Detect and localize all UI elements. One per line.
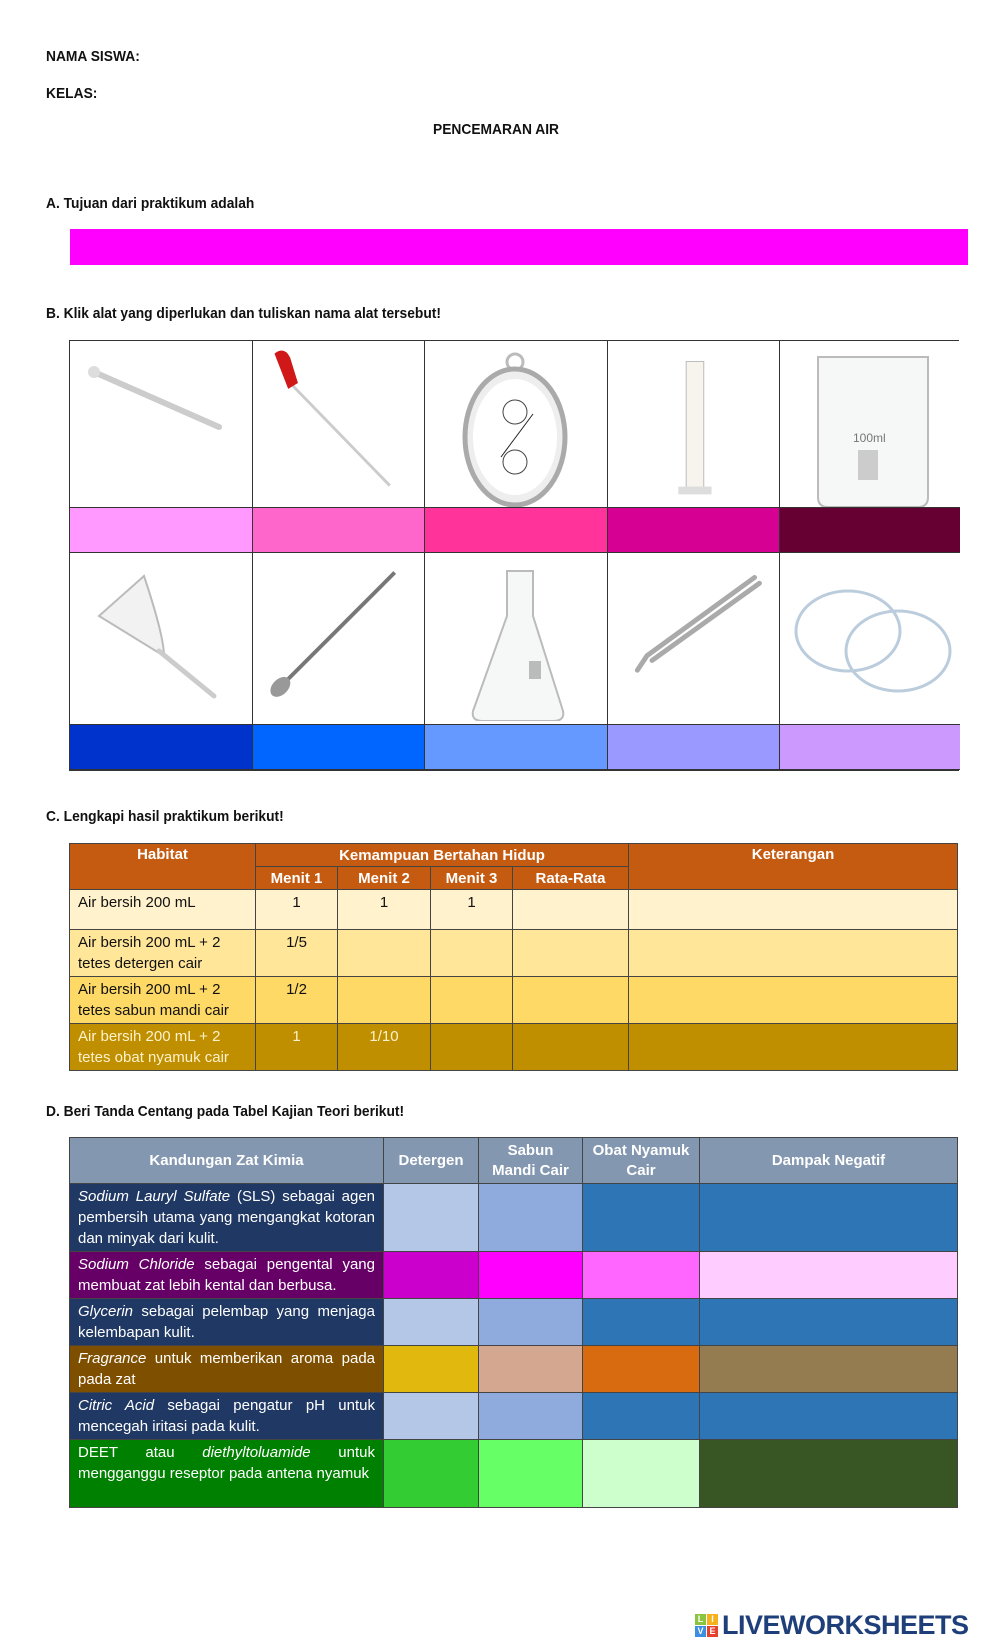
negative-impact-cell[interactable]: [700, 1299, 958, 1346]
checkbox-cell[interactable]: [583, 1440, 700, 1508]
checkbox-cell[interactable]: [384, 1346, 479, 1393]
time-cell[interactable]: 1/2: [256, 977, 338, 1024]
section-c-label: C. Lengkapi hasil praktikum berikut!: [46, 808, 284, 825]
header-cell: Kandungan Zat Kimia: [70, 1138, 384, 1184]
average-cell[interactable]: [513, 930, 629, 977]
chemical-description: [70, 1346, 384, 1393]
checkbox-cell[interactable]: [479, 1184, 583, 1252]
results-table: [69, 843, 958, 1071]
header-menit-2: Menit 2: [338, 867, 431, 890]
description-prefix: DEET atau: [78, 1444, 203, 1461]
time-cell[interactable]: [338, 930, 431, 977]
description-text: sebagai pelembap yang menjaga kelembapan kulit.: [78, 1303, 375, 1341]
checkbox-cell[interactable]: [583, 1346, 700, 1393]
keterangan-cell[interactable]: [629, 890, 958, 930]
svg-text:100ml: 100ml: [852, 430, 886, 445]
time-cell[interactable]: [338, 977, 431, 1024]
checkbox-cell[interactable]: [583, 1393, 700, 1440]
table-row: [70, 890, 958, 930]
description-text: untuk memberikan aroma pada pada zat: [78, 1350, 375, 1388]
logo-letter: E: [707, 1626, 718, 1637]
average-cell[interactable]: [513, 977, 629, 1024]
section-b-label: B. Klik alat yang diperlukan dan tuliskan nama alat tersebut!: [46, 305, 441, 322]
measuring-cylinder-icon[interactable]: [608, 341, 780, 508]
habitat-cell: Air bersih 200 mL + 2 tetes sabun mandi cair: [70, 977, 256, 1024]
negative-impact-cell[interactable]: [700, 1184, 958, 1252]
header-menit-1: Menit 1: [256, 867, 338, 890]
petri-dish-icon[interactable]: [780, 553, 960, 725]
table-row: [70, 977, 958, 1024]
header-cell: Dampak Negatif: [700, 1138, 958, 1184]
time-cell[interactable]: 1: [431, 890, 513, 930]
time-cell[interactable]: 1: [256, 890, 338, 930]
average-cell[interactable]: [513, 890, 629, 930]
table-row: [70, 1184, 958, 1252]
time-cell[interactable]: 1: [256, 1024, 338, 1071]
time-cell[interactable]: 1/5: [256, 930, 338, 977]
checkbox-cell[interactable]: [384, 1299, 479, 1346]
header-cell: Sabun Mandi Cair: [479, 1138, 583, 1184]
chemical-description: [70, 1440, 384, 1508]
time-cell[interactable]: [431, 930, 513, 977]
table-row: [70, 1299, 958, 1346]
tool-name-answer-field[interactable]: [253, 508, 425, 553]
time-cell[interactable]: [431, 1024, 513, 1071]
chemical-description: [70, 1393, 384, 1440]
erlenmeyer-flask-icon[interactable]: [425, 553, 608, 725]
spatula-icon[interactable]: [253, 553, 425, 725]
negative-impact-cell[interactable]: [700, 1440, 958, 1508]
tool-name-answer-field[interactable]: [608, 725, 780, 770]
checkbox-cell[interactable]: [479, 1393, 583, 1440]
tool-name-answer-field[interactable]: [70, 725, 253, 770]
checkbox-cell[interactable]: [583, 1252, 700, 1299]
description-text: untuk mengganggu reseptor pada antena nyamuk: [78, 1444, 375, 1482]
chemical-description: [70, 1252, 384, 1299]
checkbox-cell[interactable]: [583, 1184, 700, 1252]
table-row: [70, 1252, 958, 1299]
header-keterangan: Keterangan: [629, 844, 958, 890]
section-d-label: D. Beri Tanda Centang pada Tabel Kajian Teori berikut!: [46, 1103, 405, 1120]
checkbox-cell[interactable]: [384, 1393, 479, 1440]
chemical-name: Sodium Chloride: [78, 1256, 195, 1273]
keterangan-cell[interactable]: [629, 977, 958, 1024]
chemical-name: Fragrance: [78, 1350, 147, 1367]
time-cell[interactable]: [431, 977, 513, 1024]
dropper-pipette-icon[interactable]: [253, 341, 425, 508]
header-habitat: Habitat: [70, 844, 256, 890]
habitat-cell: Air bersih 200 mL + 2 tetes obat nyamuk cair: [70, 1024, 256, 1071]
negative-impact-cell[interactable]: [700, 1252, 958, 1299]
average-cell[interactable]: [513, 1024, 629, 1071]
table-row: [70, 1346, 958, 1393]
description-text: sebagai pengental yang membuat zat lebih kental dan berbusa.: [78, 1256, 375, 1294]
chemical-name: diethyltoluamide: [202, 1444, 311, 1461]
checkbox-cell[interactable]: [479, 1346, 583, 1393]
tool-name-answer-field[interactable]: [425, 725, 608, 770]
habitat-cell: Air bersih 200 mL + 2 tetes detergen cair: [70, 930, 256, 977]
table-row: [70, 930, 958, 977]
chemical-name: Sodium Lauryl Sulfate: [78, 1188, 231, 1205]
liveworksheets-logo: [695, 1610, 969, 1641]
tweezers-icon[interactable]: [608, 553, 780, 725]
live-logo-icon: [695, 1614, 718, 1637]
header-menit-3: Menit 3: [431, 867, 513, 890]
chemical-name: Citric Acid: [78, 1397, 155, 1414]
table-row: [70, 1393, 958, 1440]
section-a-label: A. Tujuan dari praktikum adalah: [46, 195, 255, 212]
negative-impact-cell[interactable]: [700, 1346, 958, 1393]
keterangan-cell[interactable]: [629, 930, 958, 977]
tool-name-answer-field[interactable]: [780, 508, 960, 553]
habitat-cell: Air bersih 200 mL: [70, 890, 256, 930]
checkbox-cell[interactable]: [384, 1184, 479, 1252]
stopwatch-icon[interactable]: [425, 341, 608, 508]
time-cell[interactable]: 1/10: [338, 1024, 431, 1071]
theory-table: [69, 1137, 958, 1508]
class-label: KELAS:: [46, 85, 98, 102]
header-cell: Detergen: [384, 1138, 479, 1184]
tool-name-answer-field[interactable]: [70, 508, 253, 553]
chemical-description: [70, 1299, 384, 1346]
purpose-answer-field[interactable]: [70, 229, 968, 265]
table-row: [70, 1440, 958, 1508]
beaker-icon[interactable]: [780, 341, 960, 508]
table-row: [70, 1024, 958, 1071]
checkbox-cell[interactable]: [479, 1252, 583, 1299]
logo-letter: I: [707, 1614, 718, 1625]
negative-impact-cell[interactable]: [700, 1393, 958, 1440]
tools-grid: [69, 340, 959, 771]
checkbox-cell[interactable]: [583, 1299, 700, 1346]
chemical-description: [70, 1184, 384, 1252]
funnel-icon[interactable]: [70, 553, 253, 725]
time-cell[interactable]: 1: [338, 890, 431, 930]
tool-name-answer-field[interactable]: [608, 508, 780, 553]
description-text: (SLS) sebagai agen pembersih utama yang mengangkat kotoran dan minyak dari kulit.: [78, 1188, 376, 1247]
page-title: PENCEMARAN AIR: [433, 121, 559, 138]
tool-name-answer-field[interactable]: [253, 725, 425, 770]
header-rata-rata: Rata-Rata: [513, 867, 629, 890]
stirring-rod-icon[interactable]: [70, 341, 253, 508]
checkbox-cell[interactable]: [479, 1440, 583, 1508]
checkbox-cell[interactable]: [479, 1299, 583, 1346]
logo-letter: L: [695, 1614, 706, 1625]
header-cell: Obat Nyamuk Cair: [583, 1138, 700, 1184]
logo-text: LIVEWORKSHEETS: [722, 1610, 969, 1640]
tool-name-answer-field[interactable]: [780, 725, 960, 770]
tool-name-answer-field[interactable]: [425, 508, 608, 553]
description-text: sebagai pengatur pH untuk mencegah iritasi pada kulit.: [78, 1397, 375, 1435]
checkbox-cell[interactable]: [384, 1440, 479, 1508]
logo-letter: V: [695, 1626, 706, 1637]
header-survival: Kemampuan Bertahan Hidup: [256, 844, 629, 867]
student-name-label: NAMA SISWA:: [46, 48, 140, 65]
keterangan-cell[interactable]: [629, 1024, 958, 1071]
chemical-name: Glycerin: [78, 1303, 134, 1320]
checkbox-cell[interactable]: [384, 1252, 479, 1299]
